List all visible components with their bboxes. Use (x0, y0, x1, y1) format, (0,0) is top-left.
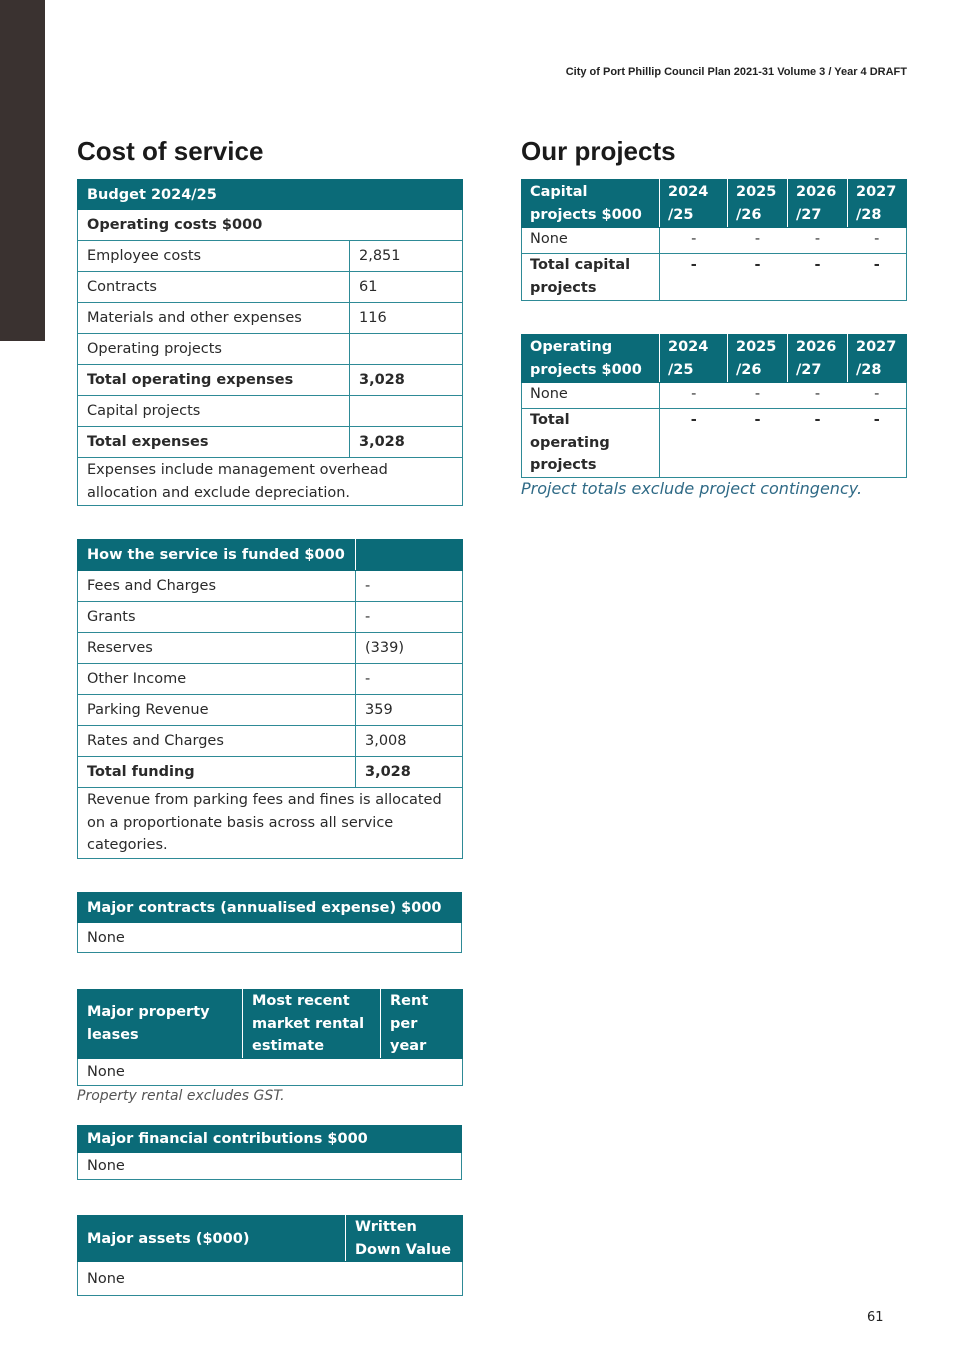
property-rental-caption: Property rental excludes GST. (77, 1088, 285, 1104)
leases-col-label: Major property leases (78, 990, 243, 1059)
capital-row-label: None (522, 228, 660, 254)
funding-row-value: - (356, 664, 463, 695)
total-capital-value: - (848, 254, 907, 301)
year-header: 2027 /28 (848, 335, 907, 383)
year-header: 2027 /28 (848, 180, 907, 228)
total-operating-value: - (788, 409, 848, 478)
budget-row-value (350, 334, 463, 365)
funding-note: Revenue from parking fees and fines is allocated on a proportionate basis across all service categories. (78, 788, 463, 859)
funding-row-label: Grants (78, 602, 356, 633)
major-contracts-table (77, 892, 462, 953)
contributions-header: Major financial contributions $000 (78, 1126, 462, 1153)
year-header: 2025 /26 (728, 335, 788, 383)
operating-row-label: None (522, 383, 660, 409)
operating-row-value: - (728, 383, 788, 409)
total-capital-value: - (728, 254, 788, 301)
funding-table (77, 539, 463, 859)
funding-row-label: Parking Revenue (78, 695, 356, 726)
total-operating-value: - (728, 409, 788, 478)
budget-row-value (350, 396, 463, 427)
operating-row-value: - (660, 383, 728, 409)
funding-row-value: 3,008 (356, 726, 463, 757)
budget-row-label: Materials and other expenses (78, 303, 350, 334)
capital-row-value: - (660, 228, 728, 254)
funding-row-value: - (356, 571, 463, 602)
assets-value: None (78, 1262, 346, 1296)
project-totals-caption: Project totals exclude project contingency. (521, 479, 863, 498)
total-funding-label: Total funding (78, 757, 356, 788)
decorative-side-bar (0, 0, 45, 341)
capital-row-value: - (728, 228, 788, 254)
total-capital-projects-label: Total capital projects (522, 254, 660, 301)
funding-table-header: How the service is funded $000 (78, 540, 356, 571)
funding-row-label: Reserves (78, 633, 356, 664)
capital-row-value: - (788, 228, 848, 254)
document-header: City of Port Phillip Council Plan 2021-31 Volume 3 / Year 4 DRAFT (565, 66, 907, 78)
capital-projects-header: Capital projects $000 (522, 180, 660, 228)
year-header: 2025 /26 (728, 180, 788, 228)
budget-row-value: 61 (350, 272, 463, 303)
leases-col-market-rental: Most recent market rental estimate (243, 990, 381, 1059)
funding-table-header-blank (356, 540, 463, 571)
total-capital-value: - (788, 254, 848, 301)
total-operating-value: - (848, 409, 907, 478)
total-funding-value: 3,028 (356, 757, 463, 788)
assets-col-label: Major assets ($000) (78, 1216, 346, 1262)
funding-row-value: - (356, 602, 463, 633)
funding-row-value: 359 (356, 695, 463, 726)
major-assets-table (77, 1215, 463, 1296)
leases-blank-cell (381, 1058, 463, 1085)
total-operating-projects-label: Total operating projects (522, 409, 660, 478)
year-header: 2024 /25 (660, 180, 728, 228)
major-property-leases-table (77, 989, 463, 1086)
assets-col-written-down-value: Written Down Value (346, 1216, 463, 1262)
budget-row-label: Operating projects (78, 334, 350, 365)
cost-of-service-title: Cost of service (77, 136, 264, 166)
page-number: 61 (867, 1310, 884, 1325)
funding-row-value: (339) (356, 633, 463, 664)
leases-blank-cell (243, 1058, 381, 1085)
leases-value: None (78, 1058, 243, 1085)
capital-row-value: - (848, 228, 907, 254)
leases-col-rent: Rent per year (381, 990, 463, 1059)
year-header: 2026 /27 (788, 335, 848, 383)
total-expenses-label: Total expenses (78, 427, 350, 458)
total-expenses-value: 3,028 (350, 427, 463, 458)
budget-row-label: Capital projects (78, 396, 350, 427)
operating-projects-header: Operating projects $000 (522, 335, 660, 383)
major-contracts-value: None (78, 923, 462, 953)
operating-row-value: - (848, 383, 907, 409)
budget-row-label: Contracts (78, 272, 350, 303)
capital-projects-table (521, 179, 907, 301)
budget-row-value: 116 (350, 303, 463, 334)
total-operating-expenses-label: Total operating expenses (78, 365, 350, 396)
our-projects-title: Our projects (521, 136, 676, 166)
year-header: 2026 /27 (788, 180, 848, 228)
operating-row-value: - (788, 383, 848, 409)
funding-row-label: Rates and Charges (78, 726, 356, 757)
major-contracts-header: Major contracts (annualised expense) $000 (78, 893, 462, 923)
operating-projects-table (521, 334, 907, 478)
budget-table-header: Budget 2024/25 (78, 180, 463, 210)
contributions-value: None (78, 1153, 462, 1180)
budget-note: Expenses include management overhead allocation and exclude depreciation. (78, 458, 463, 506)
operating-costs-subheader: Operating costs $000 (78, 210, 463, 241)
major-financial-contributions-table (77, 1125, 462, 1180)
year-header: 2024 /25 (660, 335, 728, 383)
funding-row-label: Other Income (78, 664, 356, 695)
total-operating-expenses-value: 3,028 (350, 365, 463, 396)
funding-row-label: Fees and Charges (78, 571, 356, 602)
assets-blank-cell (346, 1262, 463, 1296)
budget-row-value: 2,851 (350, 241, 463, 272)
budget-table (77, 179, 463, 506)
total-capital-value: - (660, 254, 728, 301)
budget-row-label: Employee costs (78, 241, 350, 272)
total-operating-value: - (660, 409, 728, 478)
